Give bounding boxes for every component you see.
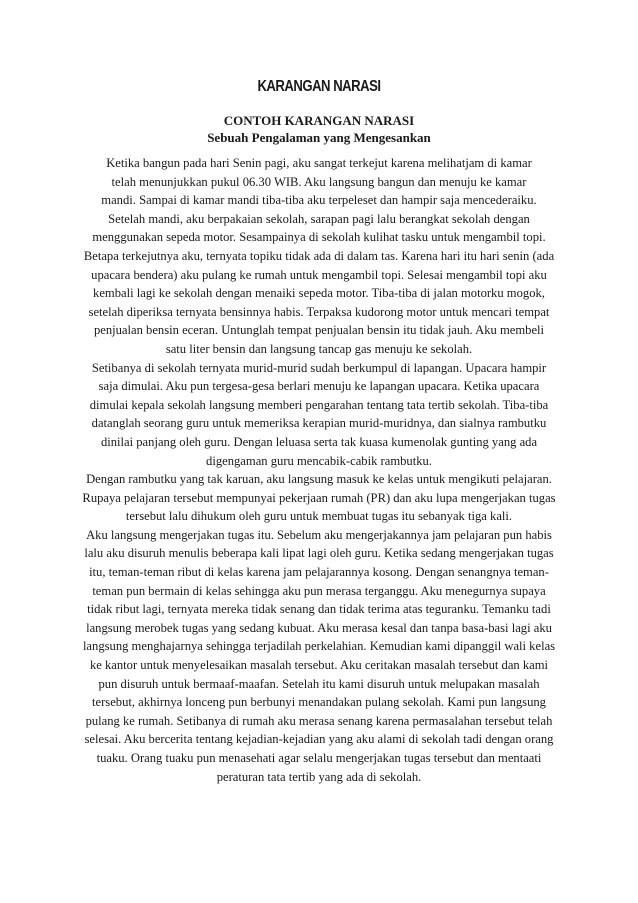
- story-title: Sebuah Pengalaman yang Mengesankan: [207, 130, 431, 145]
- story-line: itu, teman-teman ribut di kelas karena jam pelajarannya kosong. Dengan senangnya teman-: [89, 565, 549, 580]
- story-line: ke kantor untuk menyelesaikan masalah tersebut. Aku ceritakan masalah tersebut dan kami: [89, 658, 549, 673]
- story-body: [64, 154, 574, 786]
- story-line: tuaku. Orang tuaku pun menasehati agar selalu mengerjakan tugas tersebut dan mentaati: [96, 751, 542, 765]
- story-line: Ketika bangun pada hari Senin pagi, aku sangat terkejut karena melihatjam di kamar: [106, 156, 532, 170]
- story-line: Betapa terkejutnya aku, ternyata topiku tidak ada di dalam tas. Karena hari itu hari senin (ada: [83, 248, 555, 263]
- story-line: dinilai panjang oleh guru. Dengan leluasa serta tak kuasa kumenolak gunting yang ada: [100, 434, 538, 449]
- story-line: menggunakan sepeda motor. Sesampainya di sekolah kulihat tasku untuk mengambil topi.: [92, 230, 546, 245]
- story-line: Aku langsung mengerjakan tugas itu. Sebelum aku mengerjakannya jam pelajaran pun habis: [86, 527, 552, 542]
- story-line: pulang ke rumah. Setibanya di rumah aku merasa senang karena permasalahan tersebut telah: [85, 713, 553, 728]
- story-line: Dengan rambutku yang tak karuan, aku langsung masuk ke kelas untuk mengikuti pelajaran.: [86, 472, 552, 487]
- document-subheading: CONTOH KARANGAN NARASI: [223, 113, 415, 128]
- story-line: setelah diperiksa ternyata bensinnya habis. Terpaksa kudorong motor untuk mencari tempat: [88, 304, 550, 319]
- story-line: upacara bendera) aku pulang ke rumah untuk mengambil topi. Selesai mengambil topi aku: [91, 267, 547, 282]
- document-heading: KARANGAN NARASI: [257, 78, 381, 95]
- story-line: datanglah seorang guru untuk memeriksa kerapian murid-muridnya, dan sialnya rambutku: [91, 416, 547, 431]
- story-line: tersebut lalu dihukum oleh guru untuk membuat tugas itu sebanyak tiga kali.: [125, 509, 513, 524]
- story-line: dimulai kepala sekolah langsung memberi pengarahan tentang tata tertib sekolah. Tiba-tiba: [89, 397, 549, 412]
- story-line: digengaman guru mencabik-cabik rambutku.: [206, 453, 432, 468]
- story-line: mandi. Sampai di kamar mandi tiba-tiba aku terpeleset dan hampir saja mencederaiku.: [101, 193, 537, 208]
- story-line: saja dimulai. Aku pun tergesa-gesa berlari menuju ke lapangan upacara. Ketika upacara: [98, 379, 540, 394]
- story-line: peraturan tata tertib yang ada di sekolah.: [216, 769, 422, 784]
- story-line: satu liter bensin dan langsung tancap gas menuju ke sekolah.: [165, 341, 473, 356]
- story-line: tersebut, akhirnya lonceng pun berbunyi menandakan pulang sekolah. Kami pun langsung: [92, 695, 546, 710]
- story-line: langsung merobek tugas yang sedang kubuat. Aku merasa kesal dan tanpa basa-basi lagi aku: [86, 620, 552, 635]
- story-line: telah menunjukkan pukul 06.30 WIB. Aku langsung bangun dan menuju ke kamar: [111, 174, 527, 189]
- story-line: teman pun bermain di kelas sehingga aku pun merasa terganggu. Aku menegurnya supaya: [92, 583, 546, 598]
- story-line: penjualan bensin eceran. Untunglah tempat penjualan bensin itu tidak jauh. Aku membeli: [93, 323, 545, 338]
- story-line: langsung menghajarnya sehingga terjadilah perkelahian. Kemudian kami dipanggil wali kelas: [82, 639, 556, 654]
- story-line: lalu aku disuruh menulis beberapa kali lipat lagi oleh guru. Ketika sedang mengerjakan tugas: [84, 546, 554, 561]
- story-line: kembali lagi ke sekolah dengan menaiki sepeda motor. Tiba-tiba di jalan motorku mogok,: [93, 286, 545, 301]
- story-line: Rupaya pelajaran tersebut mempunyai pekerjaan rumah (PR) dan aku lupa mengerjakan tugas: [82, 490, 556, 505]
- story-line: selesai. Aku bercerita tentang kejadian-kejadian yang aku alami di sekolah tadi dengan orang: [84, 732, 554, 747]
- story-line: Setibanya di sekolah ternyata murid-murid sudah berkumpul di lapangan. Upacara hampir: [91, 360, 547, 375]
- story-line: pun disuruh untuk bermaaf-maafan. Setelah itu kami disuruh untuk melupakan masalah: [98, 676, 540, 691]
- story-line: Setelah mandi, aku berpakaian sekolah, sarapan pagi lalu berangkat sekolah dengan: [108, 211, 530, 226]
- story-line: tidak ribut lagi, ternyata mereka tidak senang dan tidak terima atas teguranku. Temanku tadi: [87, 602, 551, 617]
